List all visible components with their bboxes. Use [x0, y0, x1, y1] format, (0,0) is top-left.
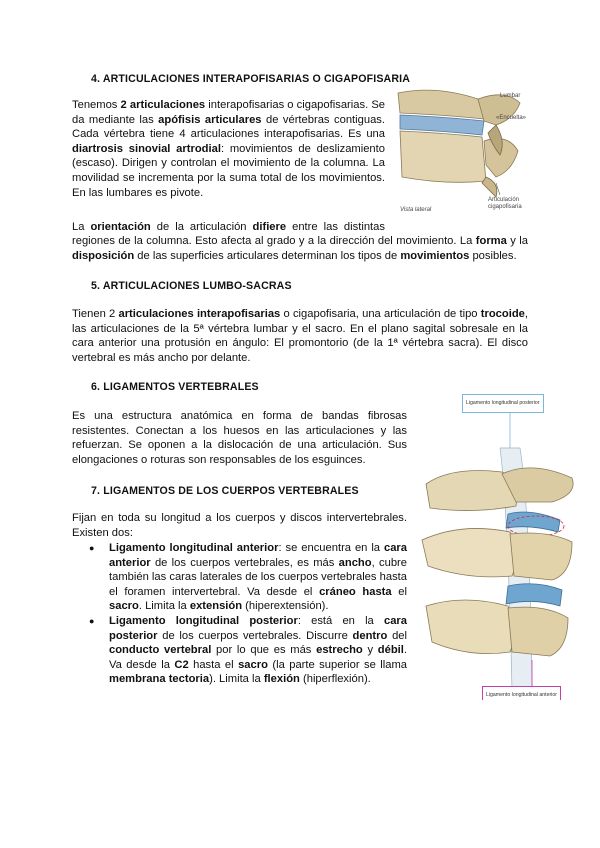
- text-run: : está en la: [297, 614, 384, 627]
- label-posterior-ligament: Ligamento longitudinal posterior: [462, 394, 544, 413]
- text-run: y: [362, 644, 378, 657]
- text-run: por lo que es más: [211, 644, 317, 657]
- bold-term: diartrosis sinovial artrodial: [72, 142, 221, 155]
- text-run: , cubre también las caras laterales de los cuerpos vertebrales hasta el foramen intervertebral. Va desde el: [109, 556, 407, 598]
- text-run: Tienen 2: [72, 308, 119, 320]
- bold-term: forma: [475, 235, 507, 247]
- bold-term: C2: [174, 658, 189, 671]
- bold-term: ancho: [338, 556, 372, 569]
- bold-term: sacro: [238, 658, 268, 671]
- figure-label-apofisis: «Encuelta»: [496, 115, 527, 121]
- figure-label-articulacion: Articulación cigapofisaria: [488, 197, 522, 210]
- section-6-title: 6. LIGAMENTOS VERTEBRALES: [91, 381, 259, 393]
- text-run: : se encuentra en la: [278, 542, 384, 554]
- bold-term: débil: [377, 644, 404, 657]
- bold-term: cara anterior: [109, 542, 407, 569]
- text-run: La: [72, 221, 91, 233]
- text-run: : movimientos de deslizamiento (escaso). Dirigen y controlan el movimiento de la columna. La movilidad se incrementa por la suma total de los movimientos. En las lumbares es pivote.: [72, 142, 385, 199]
- text-run: de los cuerpos vertebrales, es más: [150, 556, 339, 569]
- section-4-paragraph-2a: [72, 220, 385, 235]
- text-run: posibles.: [469, 249, 517, 262]
- text-run: . Va desde la: [109, 644, 407, 671]
- label-anterior-ligament: Ligamento longitudinal anterior: [482, 686, 561, 700]
- bold-term: cráneo hasta: [319, 585, 392, 598]
- text-run: interapofisarias o cigapofisarias. Se da mediante las: [72, 99, 385, 126]
- text-run: de los cuerpos vertebrales. Discurre: [157, 629, 353, 642]
- figure-label-lumbar: Lumbar: [500, 93, 521, 99]
- text-run: de las superficies articulares determinan los tipos de: [134, 249, 401, 262]
- bold-term: disposición: [72, 249, 135, 262]
- bold-term: Ligamento longitudinal posterior: [109, 614, 298, 627]
- section-7-title: 7. LIGAMENTOS DE LOS CUERPOS VERTEBRALES: [91, 485, 359, 497]
- bold-term: cara posterior: [109, 614, 407, 642]
- text-run: o cigapofisaria, una articulación de tipo: [280, 308, 481, 320]
- text-run: el: [391, 585, 407, 598]
- text-run: entre las distintas: [286, 221, 385, 233]
- text-run: de vértebras contiguas. Cada vértebra tiene 4 articulaciones interapofisarias. Es una: [72, 113, 385, 141]
- text-run: (la parte superior se llama: [267, 658, 407, 671]
- bold-term: orientación: [90, 221, 151, 233]
- bold-term: Ligamento longitudinal anterior: [109, 542, 279, 554]
- text-run: Tenemos: [72, 99, 121, 111]
- section-6-paragraph: [72, 409, 407, 467]
- section-4-title: 4. ARTICULACIONES INTERAPOFISARIAS O CIGAPOFISARIA: [91, 73, 411, 85]
- text-run: del: [387, 629, 408, 642]
- bold-term: apófisis articulares: [158, 113, 262, 126]
- bold-term: articulaciones interapofisarias: [118, 308, 281, 320]
- vertebral-ligaments-illustration: [412, 390, 590, 700]
- bold-term: sacro: [109, 600, 139, 613]
- text-run: ). Limita la: [209, 673, 264, 686]
- bold-term: estrecho: [316, 644, 363, 657]
- text-run: , las articulaciones de la 5ª vértebra lumbar y el sacro. En el plano sagital sobresale en la cara anterior una protusión en ángulo: El promontorio (de la 1ª vértebra sacra). El disco vertebral es más ancho por delante.: [72, 308, 529, 364]
- list-item: [109, 541, 407, 614]
- figure-caption-vista-lateral: Vista lateral: [400, 207, 432, 213]
- text-run: (hiperextensión).: [242, 600, 329, 613]
- bold-term: membrana tectoria: [109, 673, 210, 686]
- text-run: Es una estructura anatómica en forma de bandas fibrosas resistentes. Conectan a los huesos en las articulaciones y las refuerzan. Se oponen a la dislocación de una articulación. Sus elongaciones o roturas son responsables de los esguinces.: [72, 410, 407, 466]
- section-5-paragraph: [72, 307, 528, 365]
- bold-term: difiere: [252, 221, 287, 233]
- text-run: . Limita la: [138, 600, 190, 613]
- section-4-paragraph-2b: [72, 234, 528, 263]
- section-5-title: 5. ARTICULACIONES LUMBO-SACRAS: [91, 280, 292, 292]
- facet-joint-figure: [396, 85, 528, 217]
- text-run: hasta el: [188, 658, 239, 671]
- ligament-list: [109, 541, 407, 687]
- text-run: de la articulación: [150, 221, 253, 233]
- text-run: y la: [506, 235, 528, 247]
- section-4-paragraph-1: [72, 98, 385, 200]
- text-run: Fijan en toda su longitud a los cuerpos y discos intervertebrales. Existen dos:: [72, 512, 407, 539]
- text-run: (hiperflexión).: [299, 673, 371, 686]
- vertebral-ligaments-figure: [412, 390, 590, 700]
- bold-term: extensión: [189, 600, 243, 613]
- bold-term: dentro: [352, 629, 388, 642]
- text-run: regiones de la columna. Esto afecta al grado y a la dirección del movimiento. La: [72, 235, 476, 247]
- section-7-intro: [72, 511, 407, 540]
- list-item: [109, 614, 407, 687]
- bold-term: 2 articulaciones: [120, 99, 206, 111]
- bold-term: flexión: [263, 673, 300, 686]
- bold-term: trocoide: [480, 308, 525, 320]
- bold-term: conducto vertebral: [109, 644, 212, 657]
- bold-term: movimientos: [400, 249, 470, 262]
